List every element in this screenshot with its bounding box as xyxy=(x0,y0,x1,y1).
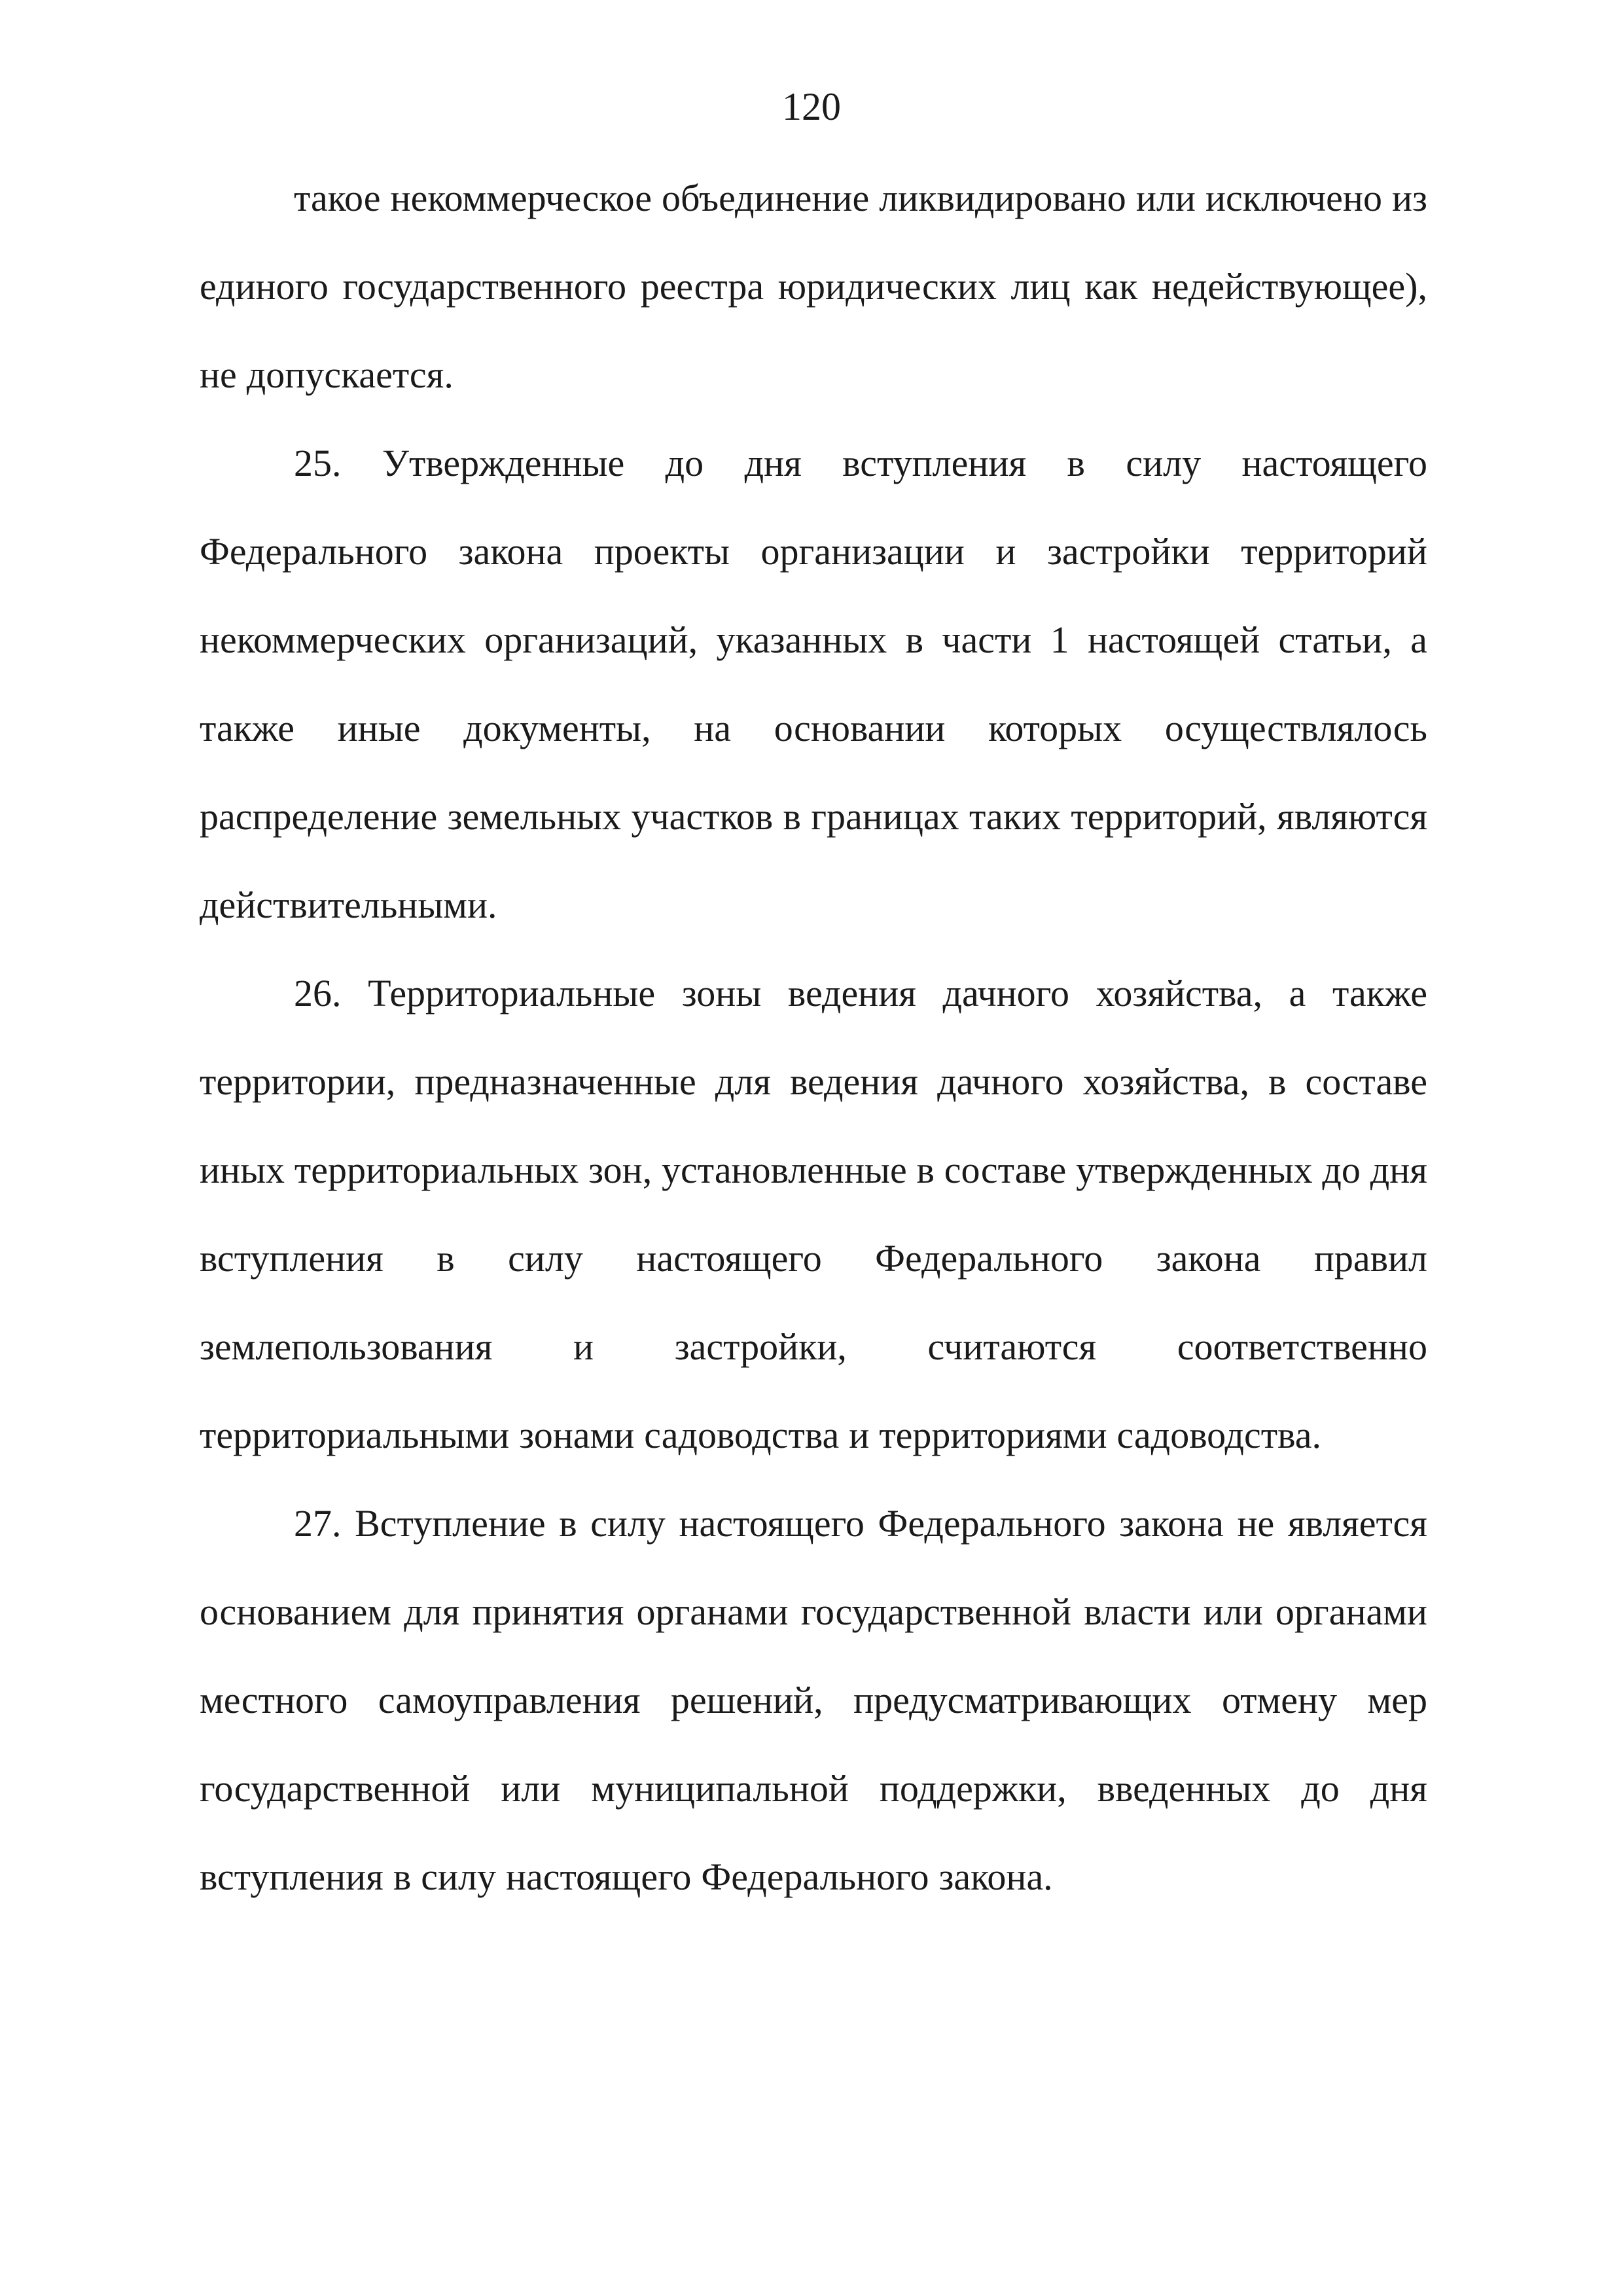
text-line: территориальными зонами садоводства и территориями садоводства. xyxy=(200,1414,1321,1456)
text-line: основанием для принятия органами государственной власти или органами xyxy=(200,1590,1427,1633)
text-line: распределение земельных участков в границах таких территорий, являются xyxy=(200,795,1427,838)
text-line: территории, предназначенные для ведения дачного хозяйства, в составе xyxy=(200,1060,1427,1103)
text-line: вступления в силу настоящего Федерального закона правил xyxy=(200,1237,1427,1280)
text-line: Федерального закона проекты организации и застройки территорий xyxy=(200,530,1427,573)
text-line: землепользования и застройки, считаются соответственно xyxy=(200,1325,1427,1368)
text-line: такое некоммерческое объединение ликвидировано или исключено из xyxy=(294,177,1427,219)
page-number: 120 xyxy=(782,85,841,128)
text-line: государственной или муниципальной поддержки, введенных до дня xyxy=(200,1767,1427,1810)
text-line: не допускается. xyxy=(200,353,454,396)
text-line: 27. Вступление в силу настоящего Федерального закона не является xyxy=(294,1502,1427,1545)
text-line: иных территориальных зон, установленные в составе утвержденных до дня xyxy=(200,1149,1427,1191)
text-line: также иные документы, на основании которых осуществлялось xyxy=(200,707,1427,749)
text-line: 26. Территориальные зоны ведения дачного хозяйства, а также xyxy=(294,972,1427,1014)
text-line: местного самоуправления решений, предусматривающих отмену мер xyxy=(200,1679,1427,1721)
text-line: некоммерческих организаций, указанных в части 1 настоящей статьи, а xyxy=(200,619,1427,661)
text-line: единого государственного реестра юридических лиц как недействующее), xyxy=(200,265,1427,308)
text-line: вступления в силу настоящего Федерального закона. xyxy=(200,1856,1053,1898)
text-line: действительными. xyxy=(200,884,497,926)
text-line: 25. Утвержденные до дня вступления в силу настоящего xyxy=(294,442,1427,484)
